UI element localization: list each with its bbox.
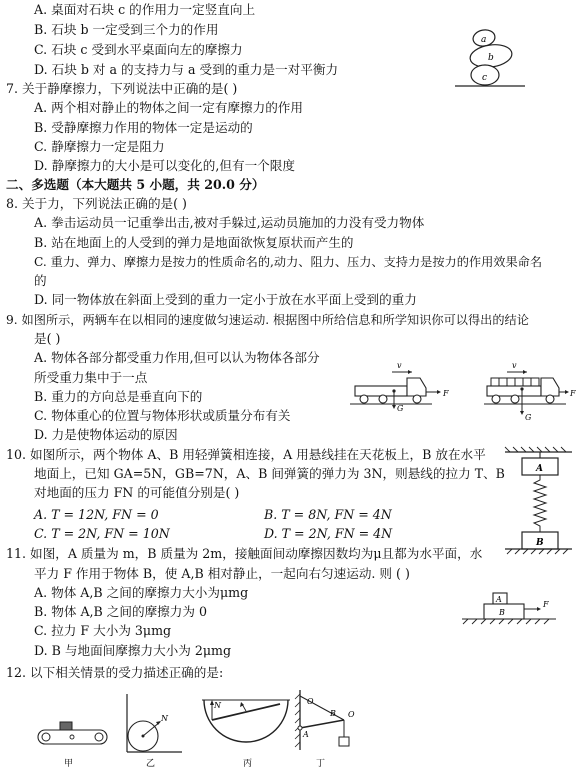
truck1-v-label: v <box>397 361 402 370</box>
truck1-G-label: G <box>397 404 404 413</box>
fig-ding-caption: 丁 <box>316 759 326 769</box>
q8-option-c-cont: 的 <box>34 273 47 288</box>
q9-option-b: B. 重力的方向总是垂直向下的 <box>34 389 203 404</box>
q6-option-b: B. 石块 b 一定受到三个力的作用 <box>34 22 219 37</box>
q8-option-c: C. 重力、弹力、摩擦力是按力的性质命名的,动力、阻力、压力、支持力是按力的作用效果命名 <box>34 255 543 269</box>
truck2-F-label: F <box>570 389 576 398</box>
q11-stem-line2: 平力 F 作用于物体 B，使 A,B 相对静止，一起向右匀速运动. 则 ( ) <box>34 566 410 581</box>
q8-option-d: D. 同一物体放在斜面上受到的重力一定小于放在水平面上受到的重力 <box>34 292 417 307</box>
fig-jia-caption: 甲 <box>64 759 74 769</box>
truck1-F-label: F <box>443 389 449 398</box>
q12-stem: 12. 以下相关情景的受力描述正确的是: <box>6 665 224 680</box>
q10-option-b: B. T = 8N, FN = 4N <box>264 507 392 522</box>
q7-option-a: A. 两个相对静止的物体之间一定有摩擦力的作用 <box>34 100 303 115</box>
q7-option-b: B. 受静摩擦力作用的物体一定是运动的 <box>34 120 253 135</box>
q10-stem-line1: 10. 如图所示，两个物体 A、B 用轻弹簧相连接，A 用悬线挂在天花板上，B 放在水平 <box>6 447 486 462</box>
block-A-label: A <box>536 464 543 474</box>
truck2-v-label: v <box>512 361 517 370</box>
fig-ding-O2-label: O <box>348 710 355 719</box>
fig-yi-ball-wall <box>127 694 182 752</box>
stone-label-b: b <box>488 53 494 63</box>
q11-option-c: C. 拉力 F 大小为 3μmg <box>34 623 172 638</box>
q8-stem: 8. 关于力，下列说法正确的是( ) <box>6 196 187 211</box>
q11-option-b: B. 物体 A,B 之间的摩擦力为 0 <box>34 604 207 619</box>
fig-ding-A-label: A <box>303 730 309 739</box>
block-B-label: B <box>536 538 544 548</box>
fig-yi-caption: 乙 <box>146 759 156 769</box>
q11-F-label: F <box>543 600 549 609</box>
q9-option-c: C. 物体重心的位置与物体形状或质量分布有关 <box>34 408 291 423</box>
q10-option-d: D. T = 2N, FN = 4N <box>264 526 393 541</box>
q7-stem: 7. 关于静摩擦力，下列说法中正确的是( ) <box>6 81 238 96</box>
q7-option-d: D. 静摩擦力的大小是可以变化的,但有一个限度 <box>34 158 295 173</box>
section2-title: 二、多选题（本大题共 5 小题，共 20.0 分） <box>6 177 265 192</box>
q7-option-c: C. 静摩擦力一定是阻力 <box>34 139 165 154</box>
truck2-G-label: G <box>525 413 532 422</box>
q9-option-a-cont: 所受重力集中于一点 <box>34 370 148 385</box>
fig-bing-N-label: N <box>214 701 221 710</box>
q9-stem-line1: 9. 如图所示，两辆车在以相同的速度做匀速运动. 根据图中所给信息和所学知识你可以得出的结论 <box>6 313 529 327</box>
fig-bing-caption: 丙 <box>243 759 253 769</box>
q8-option-a: A. 拳击运动员一记重拳出击,被对手躲过,运动员施加的力没有受力物体 <box>34 215 425 230</box>
q10-option-c: C. T = 2N, FN = 10N <box>34 526 170 541</box>
fig-yi-N-label: N <box>161 714 168 723</box>
q11-option-d: D. B 与地面间摩擦力大小为 2μmg <box>34 643 232 658</box>
fig-ding-O-label: O <box>307 697 314 706</box>
q6-option-d: D. 石块 b 对 a 的支持力与 a 受到的重力是一对平衡力 <box>34 62 339 77</box>
q6-option-c: C. 石块 c 受到水平桌面向左的摩擦力 <box>34 42 243 57</box>
q10-stem-line2: 地面上，已知 GA=5N，GB=7N，A、B 间弹簧的弹力为 3N，则悬线的拉力 T、B <box>34 466 505 481</box>
stone-label-a: a <box>481 35 487 45</box>
q10-option-a: A. T = 12N, FN = 0 <box>34 507 159 522</box>
q10-stem-line3: 对地面的压力 FN 的可能值分别是( ) <box>34 485 240 500</box>
q11-option-a: A. 物体 A,B 之间的摩擦力大小为μmg <box>34 585 249 600</box>
stone-label-c: c <box>482 73 488 83</box>
fig-ding-bracket <box>295 690 355 750</box>
q9-option-a: A. 物体各部分都受重力作用,但可以认为物体各部分 <box>34 350 320 365</box>
q11-block-A-label: A <box>496 595 502 604</box>
q6-option-a: A. 桌面对石块 c 的作用力一定竖直向上 <box>34 2 256 17</box>
q11-stem-line1: 11. 如图，A 质量为 m，B 质量为 2m，接触面间动摩擦因数均为μ且都为水平面，水 <box>6 546 483 561</box>
q11-block-B-label: B <box>499 608 505 617</box>
q8-option-b: B. 站在地面上的人受到的弹力是地面欲恢复原状而产生的 <box>34 235 354 250</box>
fig-ding-B-label: B <box>330 709 336 718</box>
q9-option-d: D. 力是使物体运动的原因 <box>34 427 178 442</box>
fig-jia-conveyor <box>38 722 107 744</box>
q9-stem-line2: 是( ) <box>34 331 61 346</box>
fig-bing-rod-bowl <box>202 700 290 742</box>
